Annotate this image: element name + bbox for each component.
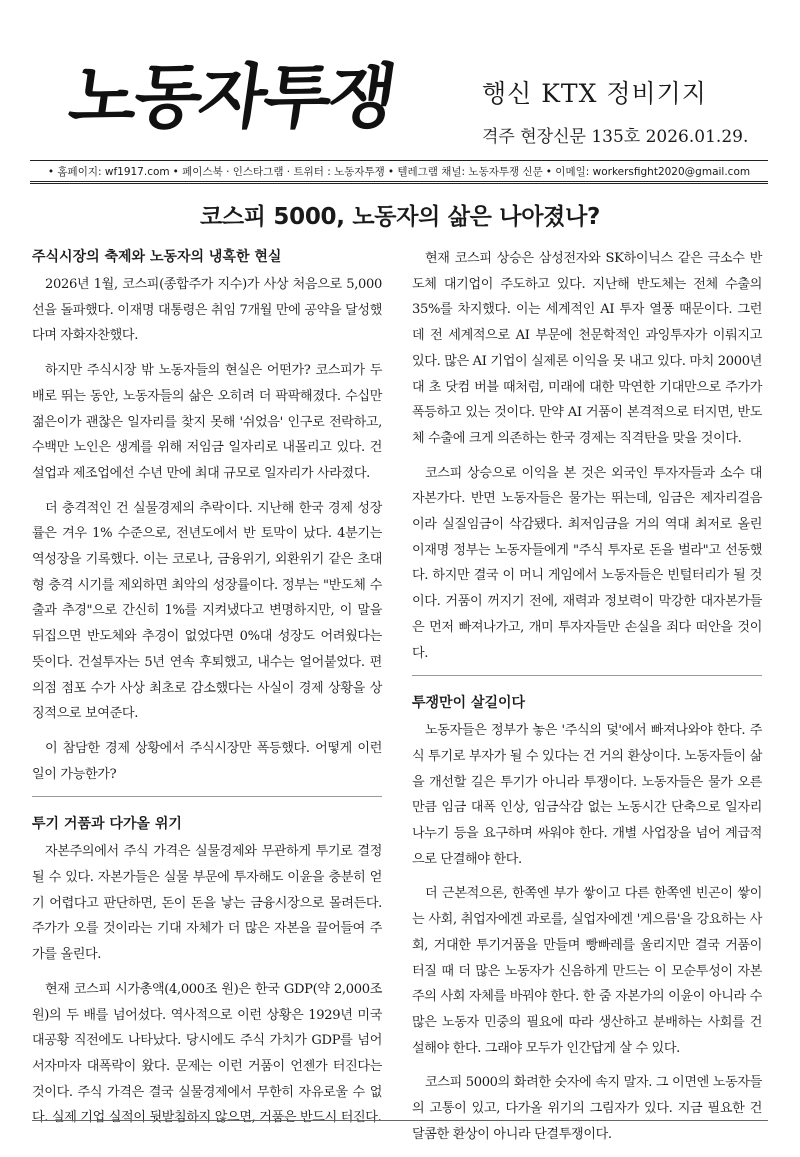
edition-title: 행신 KTX 정비기지 xyxy=(482,79,707,108)
telegram-channel-info: • 텔레그램 채널: 노동자투쟁 신문 xyxy=(387,165,543,178)
article-paragraph: 노동자들은 정부가 놓은 '주식의 덫'에서 빠져나와야 한다. 주식 투기로 부자가 될 수 있다는 건 거의 환상이다. 노동자들이 삶을 개선할 길은 투기가 아니라 투쟁이다. 노동자들은 물가 오른 만큼 임금 대폭 인상, 임금삭감 없는 노동시간 단축으로 일자리 나누기 등을 요구하며 싸워야 한다. 개별 사업장을 넘어 계급적으로 단결해야 한다. xyxy=(412,723,762,867)
bottom-rule xyxy=(32,1120,768,1121)
masthead xyxy=(0,0,800,160)
section-heading-reality: 주식시장의 축제와 노동자의 냉혹한 현실 xyxy=(32,249,282,265)
newspaper-logo: 노동자투쟁 xyxy=(64,56,399,138)
homepage-link[interactable]: • 홈페이지: wf1917.com xyxy=(47,165,170,178)
article-paragraph: 더 근본적으론, 한쪽엔 부가 쌓이고 다른 한쪽엔 빈곤이 쌓이는 사회, 취업자에겐 과로를, 실업자에겐 '게으름'을 강요하는 사회, 거대한 투기거품을 만들며 빵빠레를 울리지만 결국 거품이 터질 때 더 많은 노동자가 신음하게 만드는 이 모순투성이 자본주의 사회 자체를 바꿔야 한다. 한 줌 자본가의 이윤이 아니라 수많은 노동자 민중의 필요에 따라 생산하고 분배하는 사회를 건설해야 한다. 그래야 모두가 인간답게 살 수 있다. xyxy=(412,886,762,1056)
article-paragraph: 코스피 상승으로 이익을 본 것은 외국인 투자자들과 소수 대자본가다. 반면 노동자들은 물가는 뛰는데, 임금은 제자리걸음이라 실질임금이 삭감됐다. 최저임금을 거의 역대 최저로 올린 이재명 정부는 노동자들에게 "주식 투자로 돈을 벌라"고 선동했다. 하지만 결국 이 머니 게임에서 노동자들은 빈털터리가 될 것이다. 거품이 꺼지기 전에, 재력과 정보력이 막강한 대자본가들은 먼저 빠져나가고, 개미 투자자들만 손실을 죄다 떠안을 것이다. xyxy=(412,465,762,661)
issue-info: 격주 현장신문 135호 2026.01.29. xyxy=(482,127,749,147)
section-divider xyxy=(412,675,762,676)
article-paragraph: 자본주의에서 주식 가격은 실물경제와 무관하게 투기로 결정될 수 있다. 자본가들은 실물 부문에 투자해도 이윤을 충분히 얻기 어렵다고 판단하면, 돈이 돈을 낳는 금융시장으로 몰려든다. 주가가 오를 것이라는 기대 자체가 더 많은 자본을 끌어들여 주가를 올린다. xyxy=(32,844,382,963)
article-paragraph: 현재 코스피 상승은 삼성전자와 SK하이닉스 같은 극소수 반도체 대기업이 주도하고 있다. 지난해 반도체는 전체 수출의 35%를 차지했다. 이는 세계적인 AI 투자 열풍 때문이다. 그런데 전 세계적으로 AI 부문에 천문학적인 과잉투자가 이뤄지고 있다. 많은 AI 기업이 실제론 이익을 못 내고 있다. 마치 2000년대 초 닷컴 버블 때처럼, 미래에 대한 막연한 기대만으로 주가가 폭등하고 있는 것이다. 만약 AI 거품이 본격적으로 터지면, 반도체 수출에 크게 의존하는 한국 경제는 직격탄을 맞을 것이다. xyxy=(412,251,762,446)
article-paragraph: 이 참담한 경제 상황에서 주식시장만 폭등했다. 어떻게 이런 일이 가능한가? xyxy=(32,740,382,782)
email-link[interactable]: • 이메일: workersfight2020@gmail.com xyxy=(545,165,751,178)
article-paragraph: 2026년 1월, 코스피(종합주가 지수)가 사상 처음으로 5,000선을 돌파했다. 이재명 대통령은 취임 7개월 만에 공약을 달성했다며 자화자찬했다. xyxy=(32,277,382,344)
contact-bar xyxy=(30,160,768,184)
article-paragraph: 더 충격적인 건 실물경제의 추락이다. 지난해 한국 경제 성장률은 겨우 1% 수준으로, 전년도에서 반 토막이 났다. 4분기는 역성장을 기록했다. 이는 코로나, 금융위기, 외환위기 같은 초대형 충격 시기를 제외하면 최악의 성장률이다. 정부는 "반도체 수출과 추경"으로 간신히 1%를 지켜냈다고 변명하지만, 이 말을 뒤집으면 반도체와 추경이 없었다면 0%대 성장도 어려웠다는 뜻이다. 건설투자는 5년 연속 후퇴했고, 내수는 얼어붙었다. 편의점 점포 수가 사상 최초로 감소했다는 사실이 경제 상황을 상징적으로 보여준다. xyxy=(32,500,382,722)
left-column xyxy=(32,246,382,1140)
main-headline: 코스피 5000, 노동자의 삶은 나아졌나? xyxy=(199,204,601,230)
article-paragraph: 코스피 5000의 화려한 숫자에 속지 말자. 그 이면엔 노동자들의 고통이 있고, 다가올 위기의 그림자가 있다. 지금 필요한 건 달콤한 환상이 아니라 단결투쟁이다. xyxy=(412,1075,762,1142)
section-heading-struggle: 투쟁만이 살길이다 xyxy=(412,695,526,712)
section-heading-bubble: 투기 거품과 다가올 위기 xyxy=(32,816,182,833)
social-media-info: • 페이스북 · 인스타그램 · 트위터 : 노동자투쟁 xyxy=(172,165,385,178)
article-paragraph: 하지만 주식시장 밖 노동자들의 현실은 어떤가? 코스피가 두 배로 뛰는 동안, 노동자들의 삶은 오히려 더 팍팍해졌다. 수십만 젊은이가 괜찮은 일자리를 찾지 못해 '쉬었음' 인구로 전락하고, 수백만 노인은 생계를 위해 저임금 일자리로 내몰리고 있다. 건설업과 제조업에선 수년 만에 최대 규모로 일자리가 사라졌다. xyxy=(32,363,382,481)
right-column xyxy=(412,246,762,1157)
article-paragraph: 현재 코스피 시가총액(4,000조 원)은 한국 GDP(약 2,000조 원)의 두 배를 넘어섰다. 역사적으로 이런 상황은 1929년 미국 대공황 직전에도 나타났다. 당시에도 주식 가치가 GDP를 넘어서자마자 대폭락이 왔다. 문제는 이런 거품이 언젠가 터진다는 것이다. 주식 가격은 결국 실물경제에서 무한히 자유로울 수 없다. 실제 기업 실적이 뒷받침하지 않으면, 거품은 반드시 터진다. xyxy=(32,981,382,1126)
section-divider xyxy=(32,796,382,797)
